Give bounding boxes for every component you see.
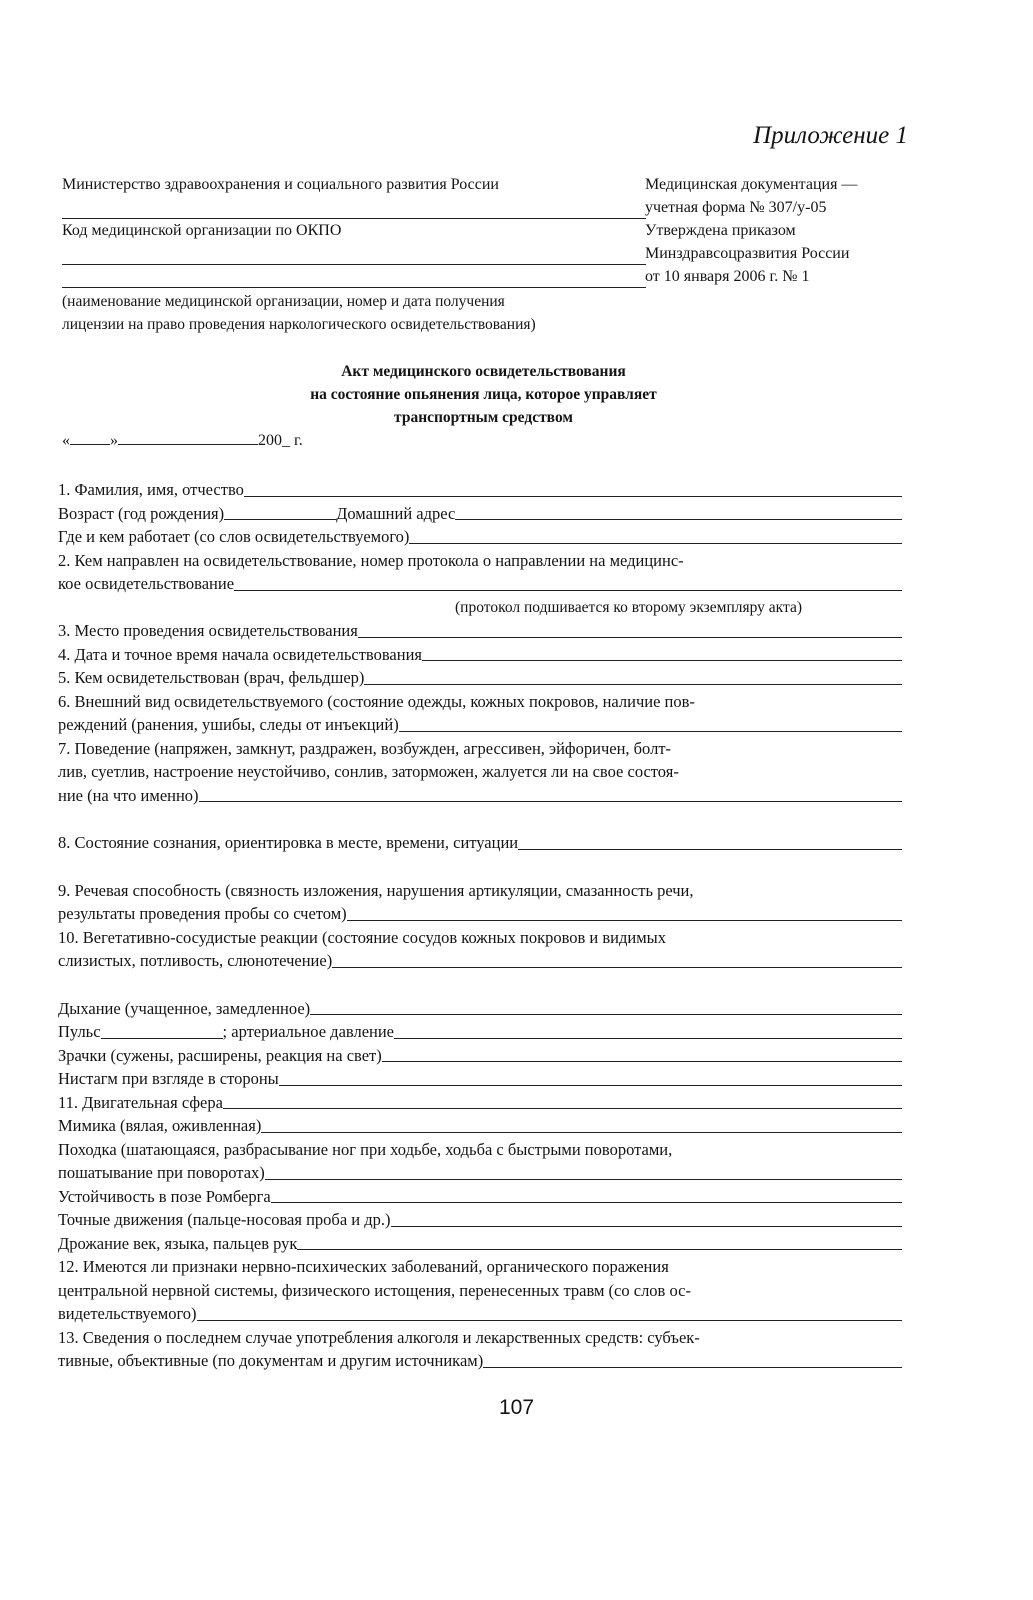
date-line bbox=[62, 430, 303, 450]
field-row-9b bbox=[58, 902, 902, 926]
field-row-10a: 10. Вегетативно-сосудистые реакции (состояние сосудов кожных покровов и видимых bbox=[58, 927, 667, 947]
field-row-7c bbox=[58, 784, 902, 808]
field-label: 1. Фамилия, имя, отчество bbox=[58, 480, 244, 499]
page-number: 107 bbox=[498, 1396, 535, 1419]
input-line[interactable] bbox=[101, 1037, 223, 1039]
input-line[interactable] bbox=[224, 518, 336, 520]
appendix-label: Приложение 1 bbox=[753, 122, 908, 149]
field-label: 5. Кем освидетельствован (врач, фельдшер) bbox=[58, 668, 365, 687]
input-line[interactable] bbox=[364, 683, 902, 685]
input-line[interactable] bbox=[391, 1225, 903, 1227]
field-row-breath bbox=[58, 997, 902, 1021]
title-line-3: транспортным средством bbox=[394, 409, 573, 426]
field-label: 8. Состояние сознания, ориентировка в месте, времени, ситуации bbox=[58, 833, 519, 852]
field-row-9a: 9. Речевая способность (связность изложения, нарушения артикуляции, смазанность речи, bbox=[58, 880, 694, 900]
field-row-1 bbox=[58, 478, 902, 502]
approved-line-1: Утверждена приказом bbox=[645, 222, 796, 239]
field-label: видетельствуемого) bbox=[58, 1304, 197, 1323]
field-label: пошатывание при поворотах) bbox=[58, 1163, 265, 1182]
blank-line[interactable] bbox=[62, 265, 646, 288]
field-label: Пульс bbox=[58, 1022, 101, 1041]
field-row-2b bbox=[58, 572, 902, 596]
field-label: 4. Дата и точное время начала освидетельствования bbox=[58, 644, 422, 664]
input-line[interactable] bbox=[409, 542, 902, 544]
field-row-13b bbox=[58, 1349, 902, 1373]
header-right bbox=[645, 173, 907, 288]
okpo-line bbox=[62, 219, 646, 242]
input-line[interactable] bbox=[199, 800, 902, 802]
title-line-2: на состояние опьянения лица, которое управляет bbox=[310, 386, 657, 403]
field-row-precise bbox=[58, 1208, 902, 1232]
field-row-2a: 2. Кем направлен на освидетельствование, номер протокола о направлении на медицинс- bbox=[58, 550, 684, 570]
field-row-5 bbox=[58, 666, 902, 690]
input-line[interactable] bbox=[483, 1366, 902, 1368]
field-row-gait-b bbox=[58, 1161, 902, 1185]
field-row-12a: 12. Имеются ли признаки нервно-психических заболеваний, органического поражения bbox=[58, 1257, 669, 1276]
input-line[interactable] bbox=[261, 1131, 902, 1133]
field-row-7b: лив, суетлив, настроение неустойчиво, сонлив, заторможен, жалуется ли на свое состоя- bbox=[58, 762, 679, 781]
input-line[interactable] bbox=[332, 966, 902, 968]
input-line[interactable] bbox=[347, 919, 902, 921]
field-row-13a: 13. Сведения о последнем случае употребления алкоголя и лекарственных средств: субъек- bbox=[58, 1327, 700, 1347]
field-row-pulse bbox=[58, 1020, 902, 1044]
field-label: результаты проведения пробы со счетом) bbox=[58, 904, 347, 923]
field-row-11 bbox=[58, 1091, 902, 1115]
field-label: Нистагм при взгляде в стороны bbox=[58, 1069, 279, 1088]
date-year: 200_ г. bbox=[258, 432, 303, 449]
field-label: 3. Место проведения освидетельствования bbox=[58, 621, 358, 640]
field-row-age bbox=[58, 502, 902, 526]
input-line[interactable] bbox=[422, 659, 902, 661]
field-row-6a: 6. Внешний вид освидетельствуемого (состояние одежды, кожных покровов, наличие пов- bbox=[58, 691, 695, 711]
input-line[interactable] bbox=[394, 1037, 902, 1039]
input-line[interactable] bbox=[197, 1319, 902, 1321]
input-line[interactable] bbox=[310, 1013, 902, 1015]
title-line-1: Акт медицинского освидетельствования bbox=[341, 363, 626, 380]
field-row-nystagmus bbox=[58, 1067, 902, 1091]
field-label: Возраст (год рождения) bbox=[58, 503, 225, 523]
field-row-tremor bbox=[58, 1232, 902, 1256]
month-field[interactable] bbox=[118, 430, 258, 445]
field-label: Мимика (вялая, оживленная) bbox=[58, 1116, 262, 1135]
field-label: Дрожание век, языка, пальцев рук bbox=[58, 1233, 298, 1253]
protocol-note: (протокол подшивается ко второму экземпляру акта) bbox=[455, 598, 802, 616]
field-label: Домашний адрес bbox=[336, 503, 456, 523]
input-line[interactable] bbox=[455, 518, 902, 520]
input-line[interactable] bbox=[399, 730, 902, 732]
input-line[interactable] bbox=[244, 495, 902, 497]
approved-line-3: от 10 января 2006 г. № 1 bbox=[645, 268, 810, 285]
date-close-quote: » bbox=[110, 432, 118, 449]
approved-line-2: Минздравсоцразвития России bbox=[645, 245, 850, 262]
day-field[interactable] bbox=[70, 430, 110, 445]
field-label: тивные, объективные (по документам и другим источникам) bbox=[58, 1351, 484, 1370]
field-label: Точные движения (пальце-носовая проба и др.) bbox=[58, 1210, 391, 1229]
input-line[interactable] bbox=[518, 848, 902, 850]
field-label: реждений (ранения, ушибы, следы от инъекций) bbox=[58, 715, 399, 734]
field-row-12b: центральной нервной системы, физического истощения, перенесенных травм (со слов ос- bbox=[58, 1280, 691, 1300]
doc-type-line-2: учетная форма № 307/у-05 bbox=[645, 199, 827, 216]
field-row-7a: 7. Поведение (напряжен, замкнут, раздражен, возбужден, агрессивен, эйфоричен, болт- bbox=[58, 738, 672, 758]
input-line[interactable] bbox=[279, 1084, 902, 1086]
field-row-10b bbox=[58, 949, 902, 973]
field-row-8 bbox=[58, 831, 902, 855]
org-name-note-2: лицензии на право проведения наркологического освидетельствования) bbox=[62, 316, 536, 333]
input-line[interactable] bbox=[265, 1178, 902, 1180]
input-line[interactable] bbox=[297, 1248, 902, 1250]
field-row-pupils bbox=[58, 1044, 902, 1068]
okpo-text: Код медицинской организации по ОКПО bbox=[62, 222, 342, 239]
input-line[interactable] bbox=[271, 1201, 902, 1203]
blank-line[interactable] bbox=[62, 242, 646, 265]
header-left bbox=[62, 173, 646, 336]
field-label: ние (на что именно) bbox=[58, 785, 199, 805]
ministry-line bbox=[62, 173, 646, 196]
field-row-4 bbox=[58, 643, 902, 667]
field-row-romberg bbox=[58, 1185, 902, 1209]
field-label: ; артериальное давление bbox=[222, 1022, 395, 1041]
field-row-gait-a: Походка (шатающаяся, разбрасывание ног при ходьбе, ходьба с быстрыми поворотами, bbox=[58, 1139, 673, 1159]
field-row-mimic bbox=[58, 1114, 902, 1138]
org-name-note-1: (наименование медицинской организации, номер и дата получения bbox=[62, 293, 505, 310]
ministry-text: Министерство здравоохранения и социального развития России bbox=[62, 176, 499, 193]
field-row-6b bbox=[58, 713, 902, 737]
input-line[interactable] bbox=[234, 589, 902, 591]
form-body bbox=[58, 478, 902, 1373]
field-label: Зрачки (сужены, расширены, реакция на свет) bbox=[58, 1045, 382, 1065]
doc-type-line-1: Медицинская документация — bbox=[645, 176, 858, 193]
field-label: кое освидетельствование bbox=[58, 574, 235, 593]
input-line[interactable] bbox=[382, 1060, 902, 1062]
input-line[interactable] bbox=[223, 1107, 902, 1109]
field-label: 11. Двигательная сфера bbox=[58, 1092, 223, 1112]
blank-line[interactable] bbox=[62, 196, 646, 219]
field-label: Где и кем работает (со слов освидетельствуемого) bbox=[58, 527, 410, 546]
field-label: Устойчивость в позе Ромберга bbox=[58, 1186, 271, 1206]
field-row-3 bbox=[58, 619, 902, 643]
document-title bbox=[62, 360, 905, 429]
date-open-quote: « bbox=[62, 432, 70, 449]
field-row-12c bbox=[58, 1302, 902, 1326]
field-label: Дыхание (учащенное, замедленное) bbox=[58, 998, 311, 1018]
input-line[interactable] bbox=[358, 636, 902, 638]
field-row-work bbox=[58, 525, 902, 549]
field-label: слизистых, потливость, слюнотечение) bbox=[58, 951, 333, 970]
